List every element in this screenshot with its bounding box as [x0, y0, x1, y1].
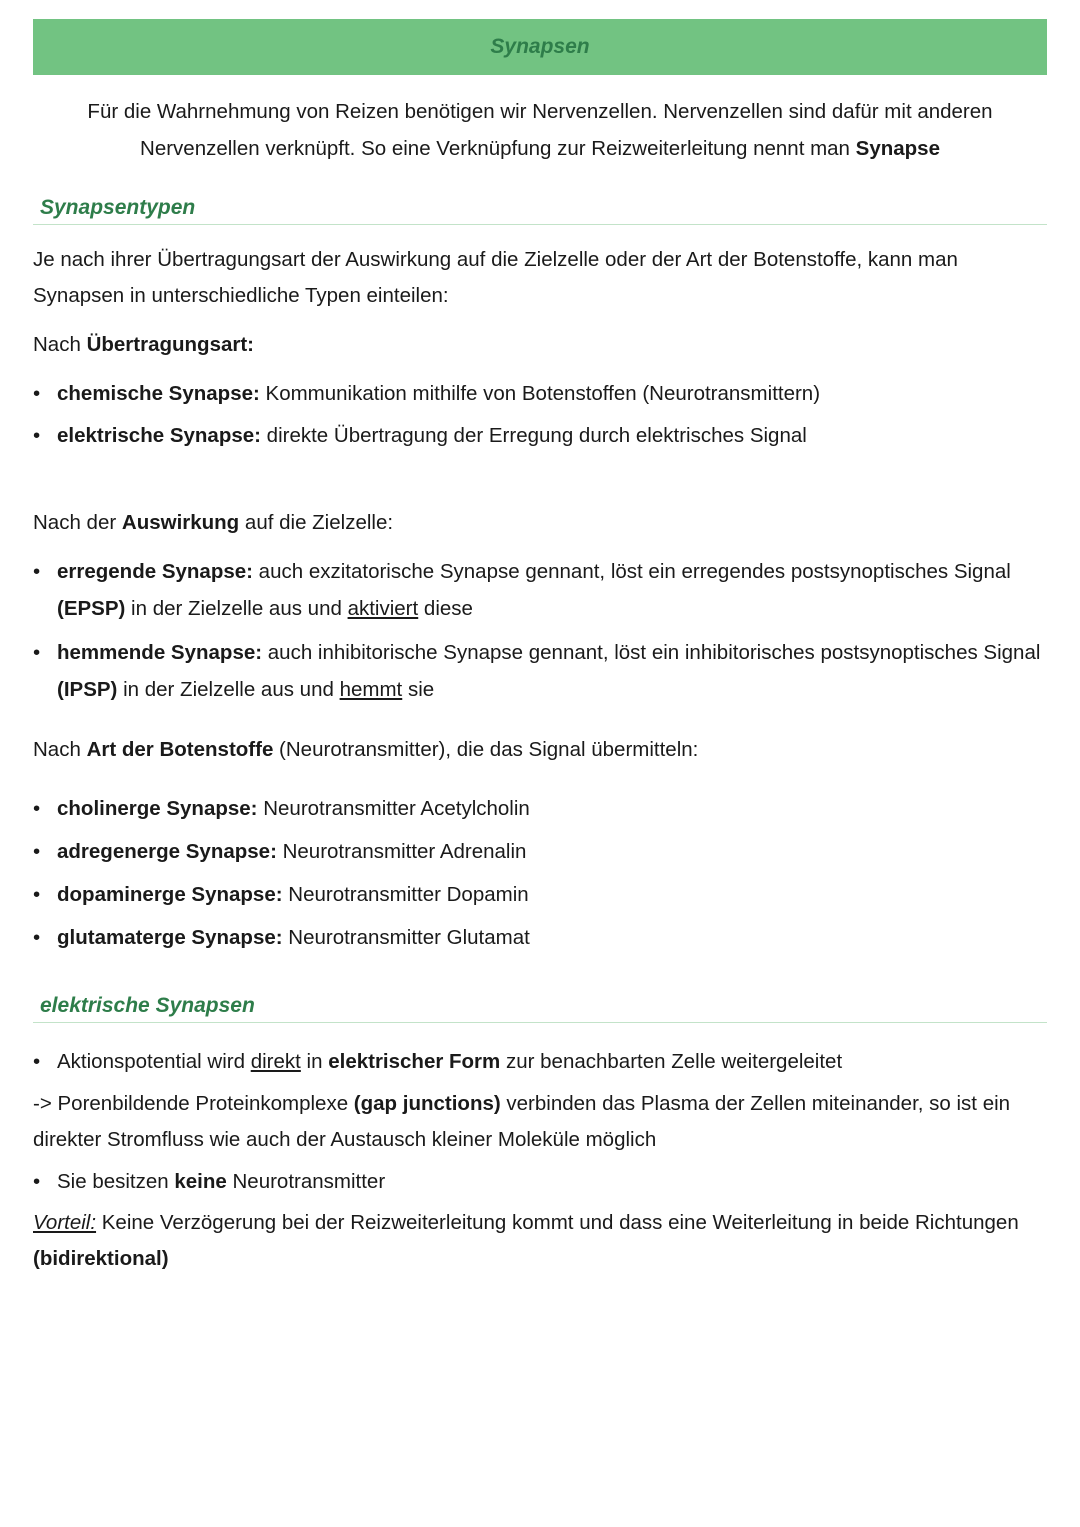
- intro-paragraph: Für die Wahrnehmung von Reizen benötigen wir Nervenzellen. Nervenzellen sind dafür mit anderen Nervenzellen verknüpft. So eine Verknüpfung zur Reizweiterleitung nennt man Synapse: [87, 100, 993, 160]
- lead-auswirkung: Nach der Auswirkung auf die Zielzelle:: [33, 511, 394, 534]
- list-item: • hemmende Synapse: auch inhibitorische Synapse gennant, löst ein inhibitorisches postsynoptisches Signal (IPSP) in der Zielzelle aus und hemmt sie: [33, 634, 1047, 708]
- document-page: [33, 19, 1047, 1277]
- list-uebertragungsart: [33, 375, 1047, 454]
- gap-junctions-note: -> Porenbildende Proteinkomplexe (gap junctions) verbinden das Plasma der Zellen miteinander, so ist ein direkter Stromfluss wie auch der Austausch kleiner Moleküle möglich: [33, 1092, 1011, 1151]
- synapsentypen-intro: Je nach ihrer Übertragungsart der Auswirkung auf die Zielzelle oder der Art der Botenstoffe, kann man Synapsen in unterschiedliche Typen einteilen:: [33, 248, 958, 307]
- section-heading-elektrische-synapsen: elektrische Synapsen: [33, 994, 1047, 1023]
- vorteil-paragraph: Vorteil: Keine Verzögerung bei der Reizweiterleitung kommt und dass eine Weiterleitung in beide Richtungen (bidirektional): [33, 1211, 1019, 1270]
- list-item: • Aktionspotential wird direkt in elektrischer Form zur benachbarten Zelle weitergeleitet: [33, 1043, 1047, 1080]
- title-banner: [33, 19, 1047, 75]
- list-auswirkung: [33, 553, 1047, 708]
- list-item: • dopaminerge Synapse: Neurotransmitter Dopamin: [33, 876, 1047, 913]
- page-title: Synapsen: [490, 35, 590, 58]
- list-item: • erregende Synapse: auch exzitatorische Synapse gennant, löst ein erregendes postsynoptisches Signal (EPSP) in der Zielzelle aus und aktiviert diese: [33, 553, 1047, 627]
- lead-uebertragungsart: Nach Übertragungsart:: [33, 333, 254, 356]
- list-item: • elektrische Synapse: direkte Übertragung der Erregung durch elektrisches Signal: [33, 417, 1047, 454]
- list-elektrisch-1: [33, 1043, 1047, 1080]
- list-item: • chemische Synapse: Kommunikation mithilfe von Botenstoffen (Neurotransmittern): [33, 375, 1047, 412]
- list-item: • glutamaterge Synapse: Neurotransmitter Glutamat: [33, 919, 1047, 956]
- list-item: • adregenerge Synapse: Neurotransmitter Adrenalin: [33, 833, 1047, 870]
- list-elektrisch-2: [33, 1163, 1047, 1200]
- vorteil-label: Vorteil:: [33, 1211, 97, 1234]
- list-item: • Sie besitzen keine Neurotransmitter: [33, 1163, 1047, 1200]
- list-item: • cholinerge Synapse: Neurotransmitter Acetylcholin: [33, 790, 1047, 827]
- lead-botenstoffe: Nach Art der Botenstoffe (Neurotransmitter), die das Signal übermitteln:: [33, 738, 699, 761]
- intro-term-synapse: Synapse: [855, 137, 940, 160]
- list-botenstoffe: [33, 790, 1047, 956]
- section-heading-synapsentypen: Synapsentypen: [33, 196, 1047, 225]
